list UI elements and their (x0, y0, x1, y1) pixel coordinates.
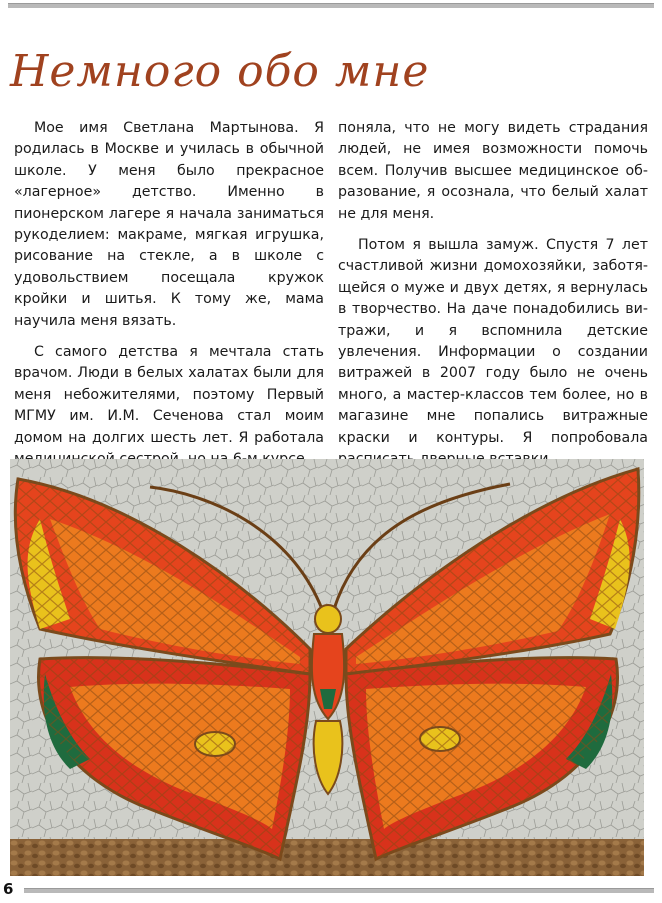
bottom-rule (24, 888, 654, 893)
right-text-column (338, 118, 648, 481)
page-number: 6 (3, 880, 14, 898)
top-rule (8, 3, 654, 8)
paragraph: поняла, что не могу видеть страдания людей, не имея возможности помочь всем. Получив высшее медицинское образование, я осознала, что белый халат не для меня. (338, 120, 648, 222)
left-text-column (14, 118, 324, 481)
page-title: Немного обо мне (10, 46, 430, 97)
butterfly-illustration (10, 459, 644, 876)
paragraph: С самого детства я мечтала стать врачом. Люди в белых халатах были для меня небожителями, поэтому Первый МГМУ им. И.М. Сеченова стал моим домом на долгих шесть лет. Я работала (14, 344, 324, 446)
paragraph: Мое имя Светлана Мартынова. Я родилась в Москве и училась в обычной школе. У меня было прекрасное «лагерное» детство. Именно в пионерском лагере я начала заниматься рукоделием: макраме, мягкая игрушка, рисование на стекле, а в школе с удовольствием посещала кружок кройки и шитья. К тому же, мама научила меня вязать. (14, 120, 324, 329)
paragraph: Потом я вышла замуж. Спустя 7 лет счастливой жизни домохозяйки, заботящейся о муже и двух детях, я вернулась в творчество. На даче понадобились витражи, и я вспомнила детские увлечения. Информации о создании витражей в 2007 году было не очень много, а мастер-классов тем более, но в магазине мне попались витражные краски и контуры. Я попробовала (338, 237, 648, 446)
butterfly-stained-glass-photo (10, 459, 644, 876)
